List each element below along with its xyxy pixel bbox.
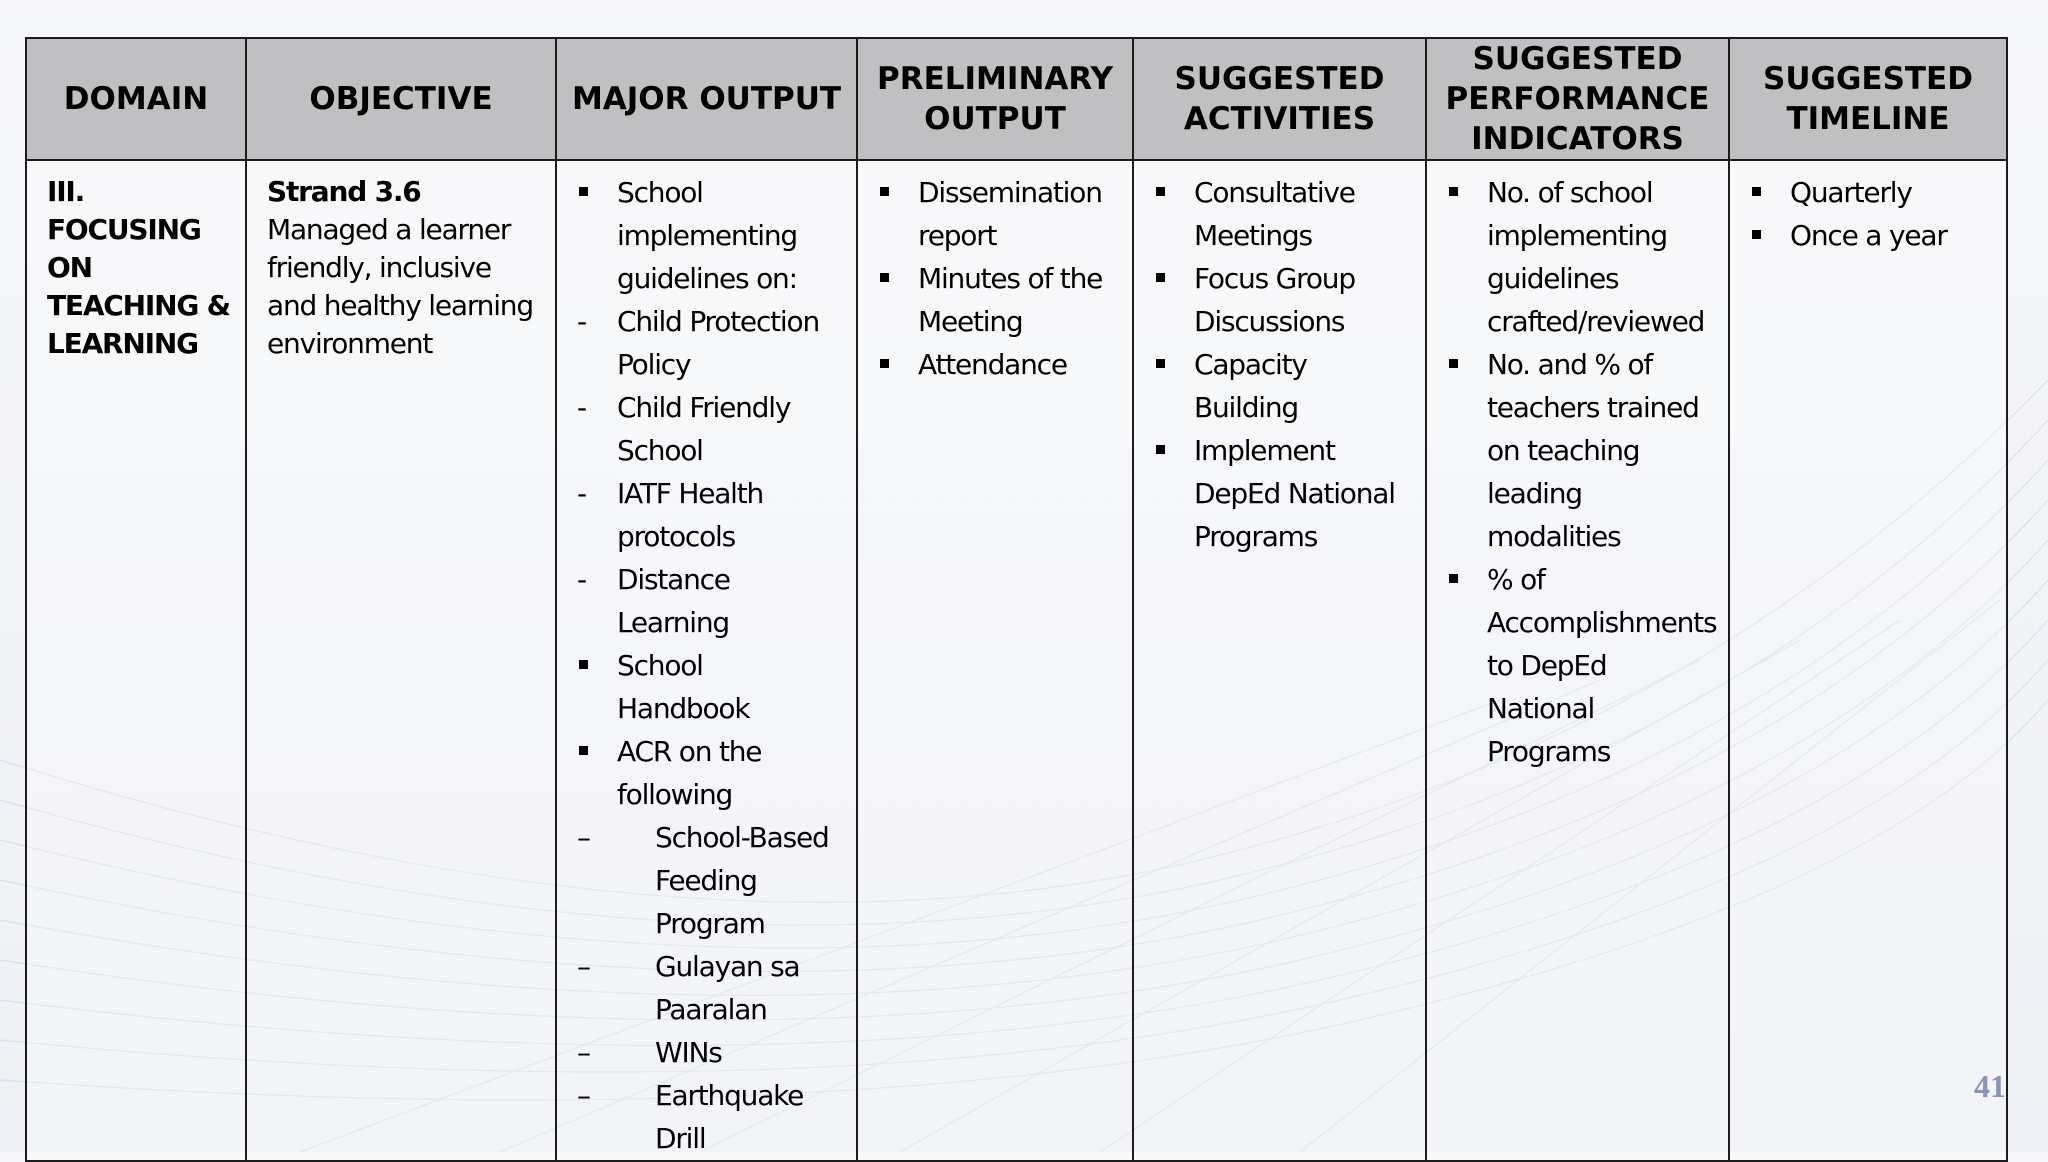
list-item: – Gulayan sa Paaralan <box>577 945 842 1031</box>
list-item: – School-Based Feeding Program <box>577 816 842 945</box>
list-item: No. of school implementing guidelines crafted/reviewed <box>1447 171 1714 343</box>
header-domain: DOMAIN <box>26 38 246 160</box>
list-item: Dissemination report <box>878 171 1118 257</box>
list-item: Consultative Meetings <box>1154 171 1411 257</box>
list-item: – Earthquake Drill <box>577 1074 842 1160</box>
header-major-output: MAJOR OUTPUT <box>556 38 857 160</box>
table-row <box>26 160 2007 1161</box>
cell-preliminary-output <box>857 160 1133 1161</box>
header-row <box>26 38 2007 160</box>
cell-objective <box>246 160 556 1161</box>
list-item: Attendance <box>878 343 1118 386</box>
header-objective: OBJECTIVE <box>246 38 556 160</box>
cell-domain: III. FOCUSING ON TEACHING & LEARNING <box>26 160 246 1161</box>
list-item: ACR on the following <box>577 730 842 816</box>
planning-table <box>25 37 2008 1162</box>
list-item: Once a year <box>1750 214 1992 257</box>
list-item: - Distance Learning <box>577 558 842 644</box>
list-item: % of Accomplishments to DepEd National Programs <box>1447 558 1714 773</box>
list-item: No. and % of teachers trained on teaching leading modalities <box>1447 343 1714 558</box>
cell-major-output <box>556 160 857 1161</box>
list-item: Implement DepEd National Programs <box>1154 429 1411 558</box>
list-item: School Handbook <box>577 644 842 730</box>
list-item: - Child Friendly School <box>577 386 842 472</box>
header-suggested-timeline: SUGGESTED TIMELINE <box>1729 38 2007 160</box>
page-number: 41 <box>1974 1068 2006 1104</box>
list-item: School implementing guidelines on: <box>577 171 842 300</box>
objective-strand: Strand 3.6 <box>267 175 421 208</box>
list-item: Quarterly <box>1750 171 1992 214</box>
cell-suggested-activities <box>1133 160 1426 1161</box>
header-suggested-indicators: SUGGESTED PERFORMANCE INDICATORS <box>1426 38 1729 160</box>
objective-text: Managed a learner friendly, inclusive and healthy learning environment <box>267 213 533 360</box>
list-item: - Child Protection Policy <box>577 300 842 386</box>
list-item: – WINs <box>577 1031 842 1074</box>
list-item: Minutes of the Meeting <box>878 257 1118 343</box>
cell-suggested-timeline <box>1729 160 2007 1161</box>
cell-suggested-indicators <box>1426 160 1729 1161</box>
list-item: Capacity Building <box>1154 343 1411 429</box>
list-item: Focus Group Discussions <box>1154 257 1411 343</box>
list-item: - IATF Health protocols <box>577 472 842 558</box>
header-preliminary-output: PRELIMINARY OUTPUT <box>857 38 1133 160</box>
header-suggested-activities: SUGGESTED ACTIVITIES <box>1133 38 1426 160</box>
